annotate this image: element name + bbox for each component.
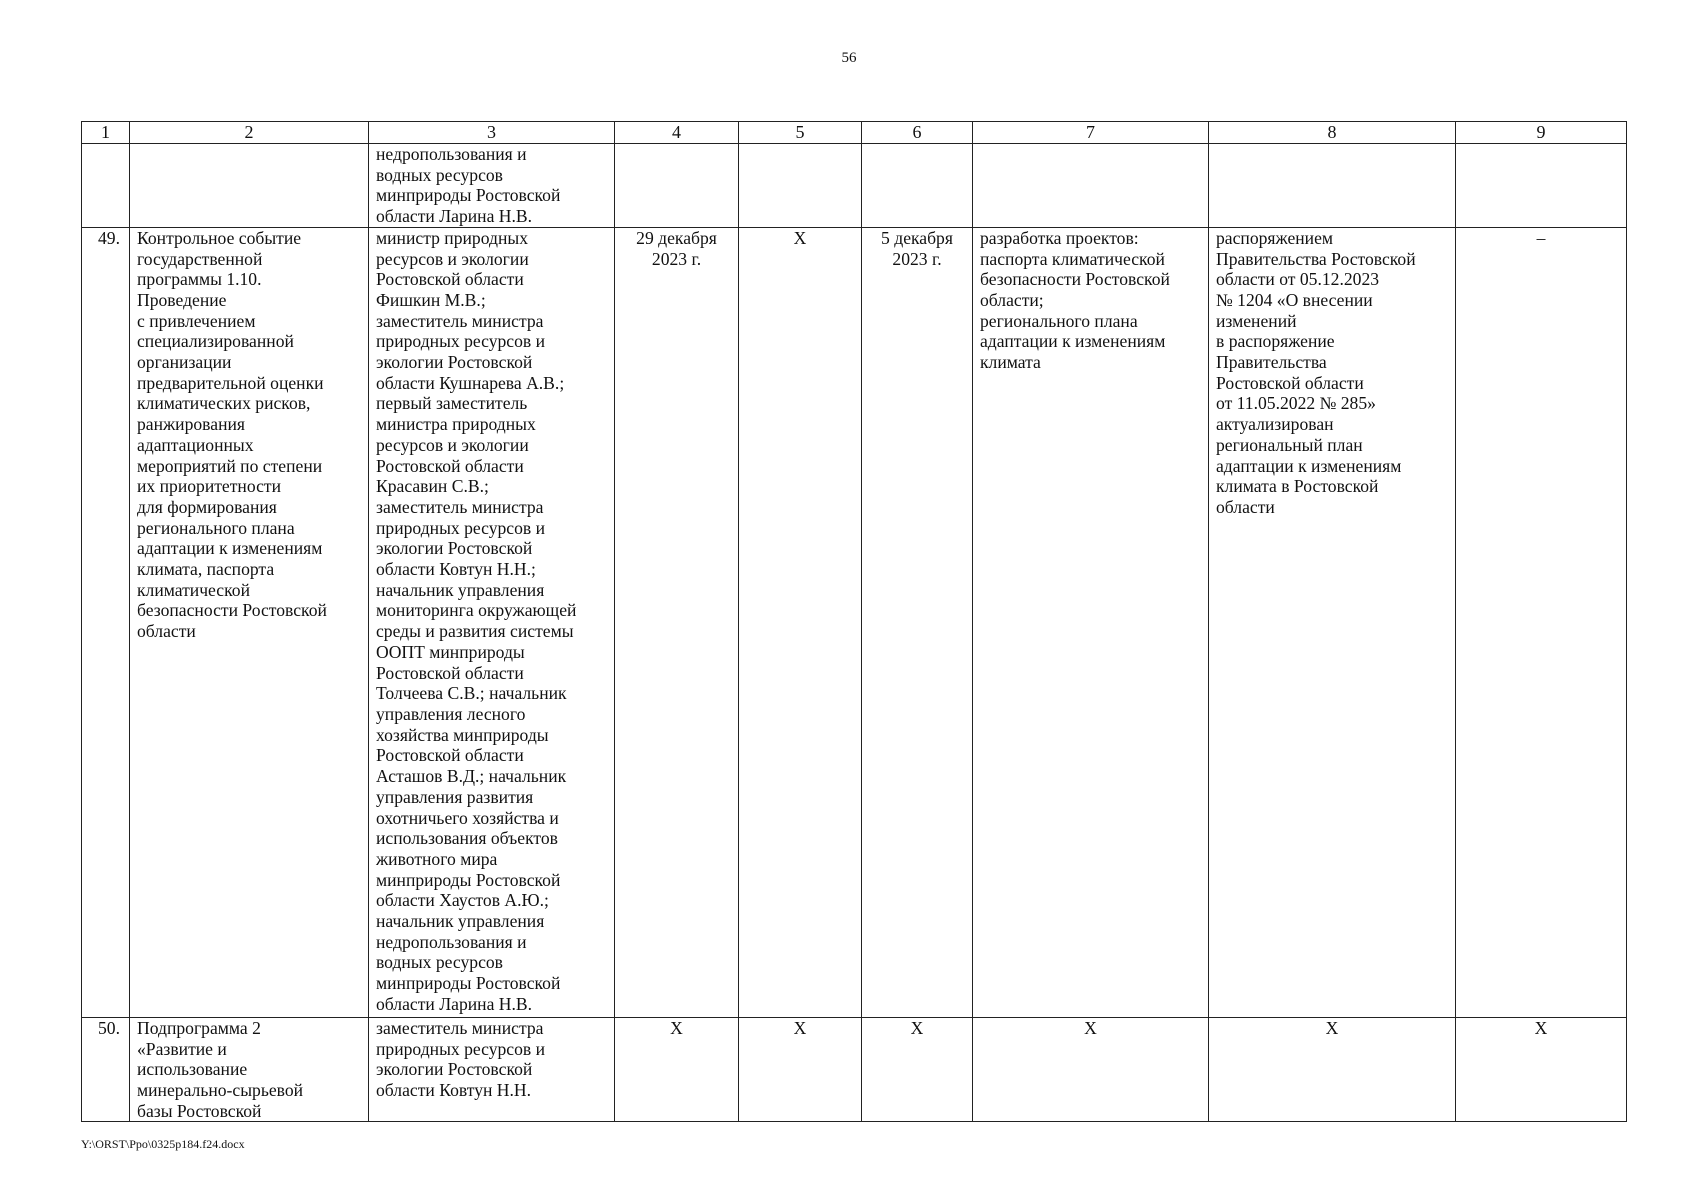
table-cell xyxy=(1209,144,1456,228)
row-number: 49. xyxy=(82,227,130,1017)
table-cell xyxy=(130,144,369,228)
actual-date-cell: 5 декабря 2023 г. xyxy=(862,227,973,1017)
table-cell xyxy=(973,144,1209,228)
responsible-cell: заместитель министра природных ресурсов и экологии Ростовской области Ковтун Н.Н. xyxy=(369,1017,615,1122)
planned-result-cell: X xyxy=(973,1017,1209,1122)
actual-date-cell: X xyxy=(862,1017,973,1122)
col5-cell: X xyxy=(739,1017,862,1122)
table-cell xyxy=(615,144,739,228)
page-number: 56 xyxy=(841,50,857,66)
table-cell xyxy=(739,144,862,228)
file-path-footer: Y:\ORST\Ppo\0325p184.f24.docx xyxy=(81,1137,245,1151)
header-cell: 1 xyxy=(82,122,130,144)
header-cell: 9 xyxy=(1456,122,1627,144)
header-cell: 5 xyxy=(739,122,862,144)
planned-result-cell: разработка проектов: паспорта климатической безопасности Ростовской области; регионального плана адаптации к изменениям климата xyxy=(973,227,1209,1017)
header-cell: 3 xyxy=(369,122,615,144)
header-cell: 7 xyxy=(973,122,1209,144)
table-cell xyxy=(862,144,973,228)
responsible-cell: недропользования и водных ресурсов минприроды Ростовской области Ларина Н.В. xyxy=(369,144,615,228)
responsible-cell: министр природных ресурсов и экологии Ростовской области Фишкин М.В.; заместитель министра природных ресурсов и экологии Ростовской области Кушнарева А.В.; первый заместитель министра природных ресурсов и экологии Ростовской области Красавин С.В.; заместитель министра природных ресурсов и экологии Ростовской области Ковтун Н.Н.; начальник управления мониторинга окружающей среды и развития системы ООПТ минприроды Ростовской области Толчеева С.В.; начальник управления лесного хозяйства минприроды Ростовской области Асташов В.Д.; начальник управления развития охотничьего хозяйства и использования объектов животного мира минприроды Ростовской области Хаустов А.Ю.; начальник управления недропользования и водных ресурсов минприроды Ростовской области Ларина Н.В. xyxy=(369,227,615,1017)
event-name-cell: Подпрограмма 2 «Развитие и использование минерально-сырьевой базы Ростовской xyxy=(130,1017,369,1122)
event-name-cell: Контрольное событие государственной программы 1.10. Проведение с привлечением специализированной организации предварительной оценки климатических рисков, ранжирования адаптационных мероприятий по степени их приоритетности для формирования регионального плана адаптации к изменениям климата, паспорта климатической безопасности Ростовской области xyxy=(130,227,369,1017)
col5-cell: X xyxy=(739,227,862,1017)
table-header-row xyxy=(82,122,1627,144)
header-cell: 8 xyxy=(1209,122,1456,144)
planned-date-cell: 29 декабря 2023 г. xyxy=(615,227,739,1017)
header-cell: 6 xyxy=(862,122,973,144)
col9-cell: – xyxy=(1456,227,1627,1017)
row-number: 50. xyxy=(82,1017,130,1122)
program-table xyxy=(81,121,1627,1122)
table-row xyxy=(82,227,1627,1017)
col9-cell: X xyxy=(1456,1017,1627,1122)
planned-date-cell: X xyxy=(615,1017,739,1122)
header-cell: 4 xyxy=(615,122,739,144)
actual-result-cell: распоряжением Правительства Ростовской области от 05.12.2023 № 1204 «О внесении изменений в распоряжение Правительства Ростовской области от 11.05.2022 № 285» актуализирован региональный план адаптации к изменениям климата в Ростовской области xyxy=(1209,227,1456,1017)
table-cell xyxy=(1456,144,1627,228)
table-cell xyxy=(82,144,130,228)
actual-result-cell: X xyxy=(1209,1017,1456,1122)
header-cell: 2 xyxy=(130,122,369,144)
table-row-continuation xyxy=(82,144,1627,228)
table-row xyxy=(82,1017,1627,1122)
